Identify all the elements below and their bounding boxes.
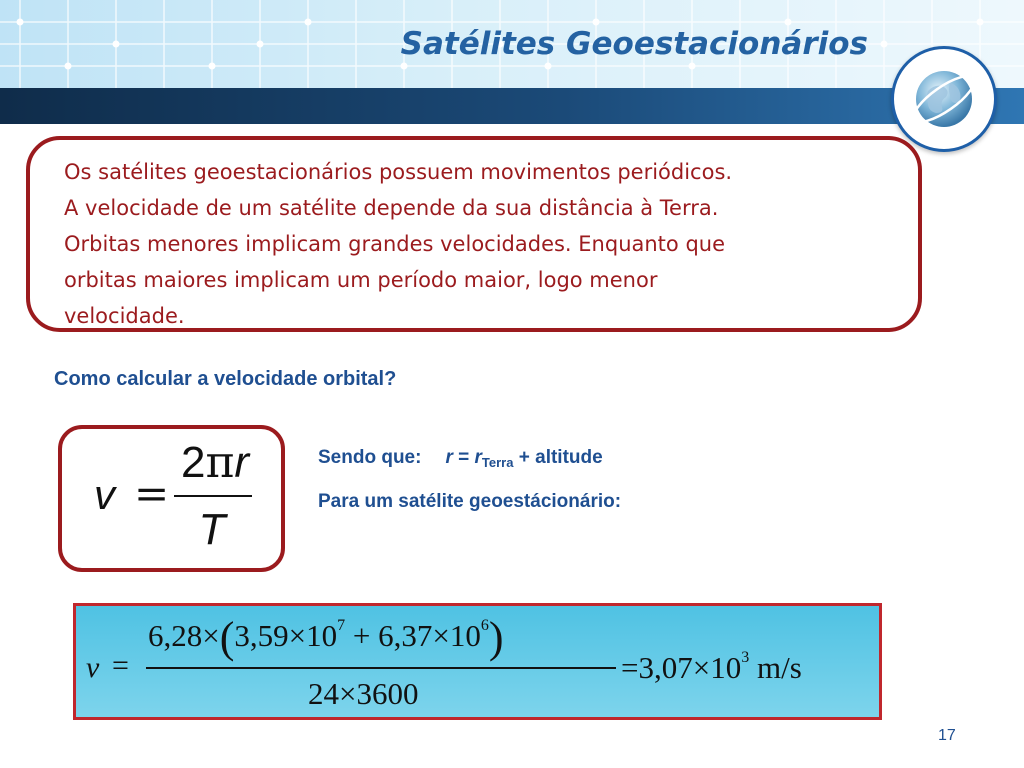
sendo-eq: = — [452, 447, 475, 468]
sendo-r-terra: r — [474, 447, 482, 468]
calculation-box — [73, 603, 882, 720]
intro-line: velocidade. — [64, 304, 185, 328]
calc-v: v — [86, 651, 100, 684]
calc-term1-exp: 7 — [337, 617, 346, 634]
globe-badge — [891, 46, 997, 152]
calc-term1: 3,59×10 — [234, 618, 338, 653]
formula-fraction-bar — [174, 495, 252, 497]
intro-box — [26, 136, 922, 332]
formula-v: v — [94, 471, 115, 518]
header-band — [0, 88, 1024, 124]
calc-term2-exp: 6 — [480, 617, 489, 634]
sendo-que-line — [318, 447, 603, 470]
calc-equals: = — [112, 649, 129, 682]
velocity-formula-box — [58, 425, 285, 572]
calc-result-base: =3,07×10 — [621, 650, 742, 685]
calc-term2: 6,37×10 — [378, 618, 481, 653]
formula-denominator: T — [198, 505, 226, 554]
para-satelite-line: Para um satélite geoestácionário: — [318, 491, 622, 512]
sendo-terra-subscript: Terra — [481, 455, 514, 470]
calc-numerator — [148, 612, 504, 663]
calc-close-paren: ) — [488, 613, 504, 662]
slide-title: Satélites Geoestacionários — [400, 26, 868, 62]
calc-plus: + — [345, 618, 379, 653]
calc-unit: m/s — [749, 650, 802, 685]
intro-line: Os satélites geoestacionários possuem movimentos periódicos. — [64, 160, 733, 184]
calc-fraction-bar — [146, 667, 616, 669]
calc-open-paren: ( — [219, 613, 235, 662]
formula-pi: π — [205, 437, 235, 488]
calc-denominator: 24×3600 — [308, 676, 419, 711]
question-heading: Como calcular a velocidade orbital? — [54, 368, 397, 390]
intro-line: orbitas maiores implicam um período maior, logo menor — [64, 268, 658, 292]
globe-icon — [906, 61, 982, 137]
sendo-label: Sendo que: — [318, 447, 422, 468]
intro-paragraph — [64, 154, 904, 334]
sendo-r: r — [445, 447, 453, 468]
formula-numerator — [172, 437, 258, 488]
intro-line: A velocidade de um satélite depende da sua distância à Terra. — [64, 196, 719, 220]
page-number: 17 — [938, 727, 956, 744]
formula-equals: = — [134, 469, 170, 518]
intro-line: Orbitas menores implicam grandes velocidades. Enquanto que — [64, 232, 725, 256]
formula-r: r — [234, 438, 250, 487]
sendo-altitude: + altitude — [513, 447, 603, 468]
calc-result-exp: 3 — [741, 649, 750, 666]
calc-coeff: 6,28× — [148, 618, 220, 653]
calc-result — [621, 649, 802, 686]
formula-coeff: 2 — [180, 438, 206, 487]
